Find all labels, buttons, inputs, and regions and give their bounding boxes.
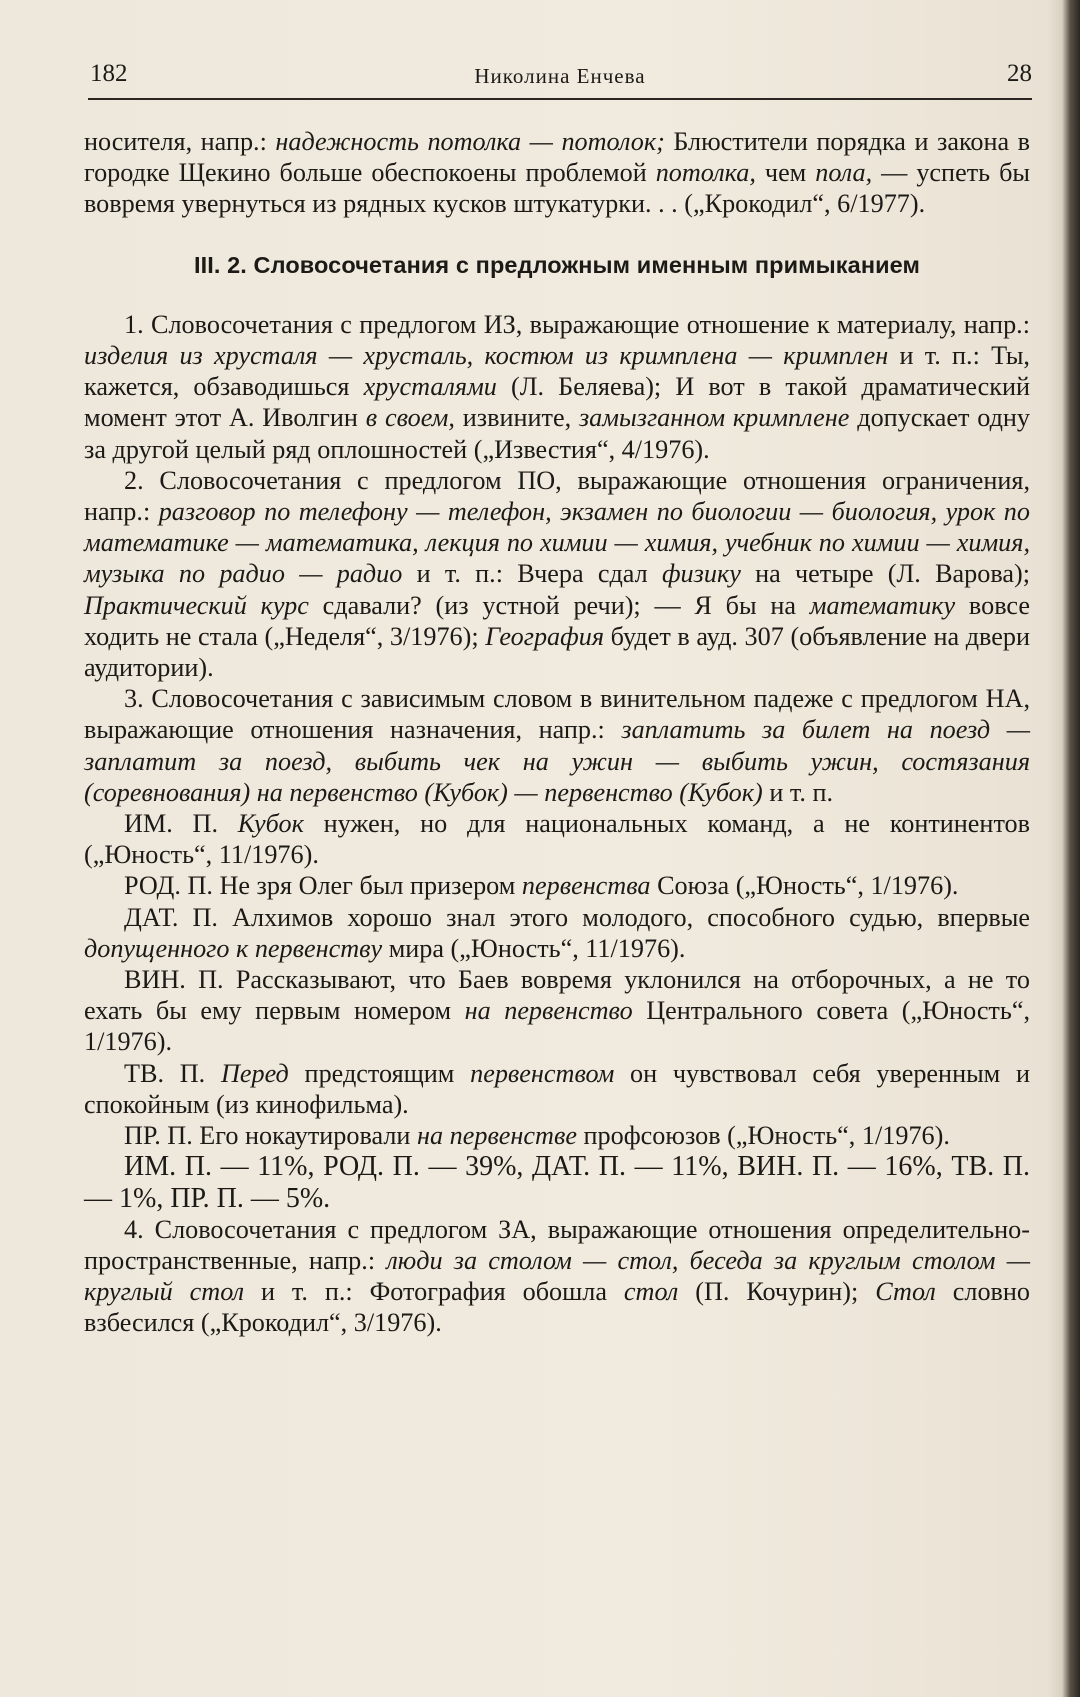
text-run: и т. п.: Вчера сдал <box>402 559 662 589</box>
text-run: Центрального совета („Юность“, 1/1976). <box>84 996 1030 1057</box>
paragraph <box>84 1214 1030 1339</box>
text-run: и т. п. <box>762 777 834 807</box>
section-heading <box>84 250 1030 281</box>
text-run: 1. Словосочетания с предлогом ИЗ, выражающие отношение к материалу, напр.: <box>124 309 1030 339</box>
italic-example: потолка, <box>655 158 756 188</box>
text-run: ТВ. П. <box>124 1058 221 1088</box>
text-run: ИМ. П. — 11%, РОД. П. — 39%, ДАТ. П. — 11%, ВИН. П. — 16%, ТВ. П. — 1%, ПР. П. — 5%. <box>84 1151 1030 1214</box>
italic-example: заплатить за билет на поезд — заплатит за поезд, выбить чек на ужин — выбить ужин, состязания (соревнования) на первенство (Кубок) — первенство (Кубок) <box>84 715 1030 807</box>
paragraph <box>84 870 1030 901</box>
italic-example: Стол <box>875 1277 936 1307</box>
italic-example: допущенного к первенству <box>84 933 383 963</box>
text-run: словно взбесился („Крокодил“, 3/1976). <box>84 1277 1031 1338</box>
page-edge-shadow <box>1062 0 1080 1697</box>
text-run: он чувствовал себя уверенным и спокойным (из кинофильма). <box>84 1058 1031 1119</box>
text-run: РОД. П. Не зря Олег был призером <box>124 871 522 901</box>
text-run: на четыре (Л. Варова); <box>740 559 1030 589</box>
text-run: будет в ауд. 307 (объявление на двери аудитории). <box>84 621 1030 683</box>
text-run: III. 2. Словосочетания с предложным именным примыканием <box>193 251 921 278</box>
text-run: (Л. Беляева); И вот в такой драматический момент этот А. Иволгин <box>84 372 1030 433</box>
text-run: сдавали? (из устной речи); — Я бы на <box>308 590 810 620</box>
text-run: ИМ. П. <box>124 809 238 839</box>
text-run: 4. Словосочетания с предлогом ЗА, выражающие отношения определительно-пространственные, напр.: <box>84 1214 1030 1275</box>
text-run: допускает одну за другой целый ряд оплошностей („Известия“, 4/1976). <box>84 403 1030 464</box>
italic-example: первенством <box>470 1058 615 1088</box>
paragraph <box>84 808 1030 870</box>
text-run: чем <box>755 158 816 188</box>
italic-example: замызганном кримплене <box>578 403 850 433</box>
italic-example: первенства <box>521 871 651 901</box>
text-run: вовсе ходить не стала („Неделя“, 3/1976); <box>84 590 1030 651</box>
italic-example: Перед <box>220 1058 289 1088</box>
italic-example: на первенство <box>464 996 633 1026</box>
page-number: 182 <box>90 60 128 87</box>
italic-example: хрусталями <box>363 372 497 402</box>
italic-example: Кубок <box>237 809 304 839</box>
text-run: и т. п.: Ты, кажется, обзаводишься <box>84 341 1030 402</box>
text-run: ПР. П. Его нокаутировали <box>124 1121 417 1151</box>
text-run: профсоюзов („Юность“, 1/1976). <box>576 1121 950 1151</box>
body-text <box>84 126 1030 1339</box>
text-run: (П. Кочурин); <box>678 1277 876 1307</box>
text-run: носителя, напр.: <box>84 127 276 156</box>
paragraph <box>84 902 1030 964</box>
section-number: 28 <box>1007 60 1032 87</box>
italic-example: Практический курс <box>84 590 309 620</box>
text-run: извините, <box>454 403 579 433</box>
paragraph <box>84 309 1030 465</box>
paragraph <box>84 126 1030 220</box>
italic-example: изделия из хрусталя — хрусталь, костюм из кримплена — кримплен <box>84 341 889 371</box>
italic-example: разговор по телефону — телефон, экзамен по биологии — биология, урок по математике — математика, лекция по химии — химия, учебник по химии — химия, музыка по радио — радио <box>84 497 1030 589</box>
italic-example: стол <box>623 1277 679 1307</box>
italic-example: в своем, <box>365 403 455 433</box>
italic-example: на первенстве <box>417 1121 577 1151</box>
running-head-author: Николина Енчева <box>474 64 646 88</box>
italic-example: математику <box>809 590 956 620</box>
paragraph <box>84 465 1030 683</box>
paragraph <box>84 683 1030 808</box>
italic-example: физику <box>661 559 741 589</box>
text-run: ВИН. П. Рассказывают, что Баев вовремя уклонился на отборочных, а не то ехать бы ему первым номером <box>84 965 1030 1026</box>
italic-example: надежность потолка — потолок; <box>275 127 665 156</box>
text-run: 3. Словосочетания с зависимым словом в винительном падеже с предлогом НА, выражающие отношения назначения, напр.: <box>84 684 1030 745</box>
text-run: ДАТ. П. Алхимов хорошо знал этого молодого, способного судью, впервые <box>124 902 1030 932</box>
text-run: — успеть бы вовремя увернуться из рядных кусков штукатурки. . . („Крокодил“, 6/1977). <box>84 158 1030 219</box>
paragraph <box>84 964 1030 1058</box>
text-run: предстоящим <box>288 1058 471 1088</box>
paragraph <box>84 1058 1030 1120</box>
text-run: Блюстители порядка и закона в городке Щекино больше обеспокоены проблемой <box>84 127 1030 188</box>
text-run: Союза („Юность“, 1/1976). <box>650 871 959 901</box>
paragraph <box>84 1151 1030 1213</box>
text-run: 2. Словосочетания с предлогом ПО, выражающие отношения ограничения, напр.: <box>84 465 1030 527</box>
italic-example: люди за столом — стол, беседа за круглым столом — круглый стол <box>84 1245 1030 1307</box>
italic-example: пола, <box>815 158 873 188</box>
italic-example: География <box>485 621 605 651</box>
paragraph <box>84 1120 1030 1151</box>
running-header <box>88 58 1032 100</box>
text-run: нужен, но для национальных команд, а не континентов („Юность“, 11/1976). <box>84 809 1031 870</box>
text-run: и т. п.: Фотография обошла <box>244 1277 624 1307</box>
text-run: мира („Юность“, 11/1976). <box>382 933 686 963</box>
